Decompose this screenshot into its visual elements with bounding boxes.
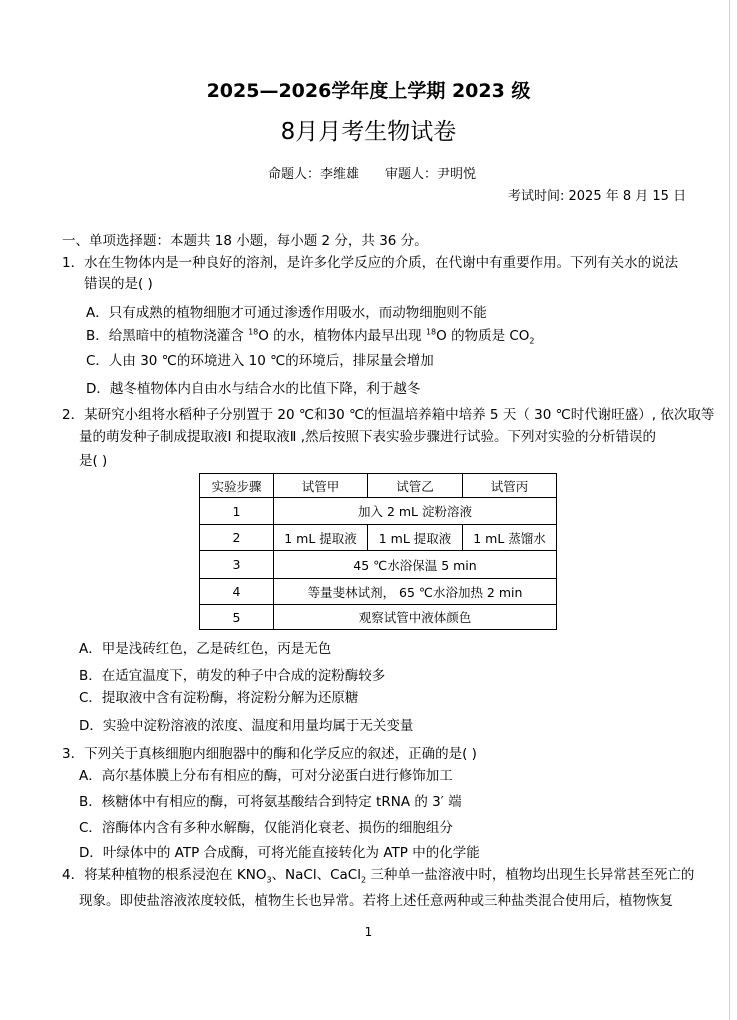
question-2-stem-cont: 量的萌发种子制成提取液Ⅰ 和提取液Ⅱ ,然后按照下表实验步骤进行试验。下列对实验的分析错误的 xyxy=(79,429,656,445)
question-number: 2． xyxy=(62,407,85,423)
table-cell: 1 mL 蒸馏水 xyxy=(463,525,557,551)
question-3-stem: 3．下列关于真核细胞内细胞器中的酶和化学反应的叙述，正确的是( ) xyxy=(62,746,477,762)
table-row xyxy=(200,498,557,525)
table-row xyxy=(200,579,557,605)
question-2-option-d: D．实验中淀粉溶液的浓度、温度和用量均属于无关变量 xyxy=(79,718,414,734)
table-row xyxy=(200,525,557,551)
table-header-row xyxy=(200,474,557,498)
table-cell: 1 mL 提取液 xyxy=(368,525,463,551)
question-4-stem: 4．将某种植物的根系浸泡在 $KNO_3$、NaCl、CaCl$_2$ 三种单一盐溶液中时，植物均出现生长异常甚至死亡的 xyxy=(62,867,695,885)
table-row xyxy=(200,551,557,579)
question-2-stem-end: 是( ) xyxy=(79,453,108,469)
question-3-option-a: A．高尔基体膜上分布有相应的酶，可对分泌蛋白进行修饰加工 xyxy=(79,768,453,784)
table-cell: 2 xyxy=(200,525,274,551)
table-header: 试管乙 xyxy=(368,474,463,498)
table-row xyxy=(200,605,557,630)
table-header: 试管丙 xyxy=(463,474,557,498)
page-number: 1 xyxy=(364,925,373,939)
question-3-option-c: C．溶酶体内含有多种水解酶，仅能消化衰老、损伤的细胞组分 xyxy=(79,820,453,836)
exam-title-line1: 2025—2026学年度上学期 2023 级 xyxy=(206,80,531,102)
question-number: 4． xyxy=(62,867,85,883)
question-1-option-b: B．给黑暗中的植物浇灌含 $^{18}$O 的水，植物体内最早出现 $^{18}$O 的物质是 $CO_2$ xyxy=(86,327,535,346)
page-edge-divider xyxy=(729,0,730,1020)
question-3-option-d: D．叶绿体中的 ATP 合成酶，可将光能直接转化为 ATP 中的化学能 xyxy=(79,845,480,861)
question-1-option-c: C．人由 30 ℃的环境进入 10 ℃的环境后，排尿量会增加 xyxy=(86,353,434,369)
question-4-stem-cont: 现象。即使盐溶液浓度较低，植物生长也异常。若将上述任意两种或三种盐类混合使用后，植物恢复 xyxy=(79,893,673,909)
table-cell: 等量斐林试剂， 65 ℃水浴加热 2 min xyxy=(274,579,557,605)
question-1-stem: 1．水在生物体内是一种良好的溶剂，是许多化学反应的介质，在代谢中有重要作用。下列有关水的说法 xyxy=(62,255,679,271)
exam-time: 考试时间: 2025 年 8 月 15 日 xyxy=(508,189,687,204)
exam-authors xyxy=(268,163,476,182)
exam-title-line2: 8月月考生物试卷 xyxy=(280,119,457,145)
table-cell: 3 xyxy=(200,551,274,579)
question-1-stem-cont: 错误的是( ) xyxy=(84,276,153,292)
table-cell: 加入 2 mL 淀粉溶液 xyxy=(274,498,557,525)
question-2-option-c: C．提取液中含有淀粉酶，将淀粉分解为还原糖 xyxy=(79,690,359,706)
question-1-option-a: A．只有成熟的植物细胞才可通过渗透作用吸水，而动物细胞则不能 xyxy=(86,305,487,321)
table-cell: 5 xyxy=(200,605,274,630)
table-cell: 45 ℃水浴保温 5 min xyxy=(274,551,557,579)
table-header: 实验步骤 xyxy=(200,474,274,498)
question-number: 1． xyxy=(62,255,85,271)
section-heading: 一、单项选择题：本题共 18 小题，每小题 2 分，共 36 分。 xyxy=(62,233,428,249)
question-number: 3． xyxy=(62,746,85,762)
proposer: 命题人：李维雄 xyxy=(268,167,360,182)
question-2-stem: 2．某研究小组将水稻种子分别置于 20 ℃和30 ℃的恒温培养箱中培养 5 天（ 30 ℃时代谢旺盛）, 依次取等 xyxy=(62,407,715,423)
question-2-option-b: B．在适宜温度下，萌发的种子中合成的淀粉酶较多 xyxy=(79,668,386,684)
table-cell: 1 mL 提取液 xyxy=(274,525,368,551)
question-1-option-d: D．越冬植物体内自由水与结合水的比值下降，利于越冬 xyxy=(86,381,421,397)
table-header: 试管甲 xyxy=(274,474,368,498)
table-cell: 1 xyxy=(200,498,274,525)
experiment-table xyxy=(199,473,557,630)
reviewer: 审题人：尹明悦 xyxy=(385,167,477,182)
table-cell: 4 xyxy=(200,579,274,605)
table-cell: 观察试管中液体颜色 xyxy=(274,605,557,630)
question-2-option-a: A．甲是浅砖红色，乙是砖红色，丙是无色 xyxy=(79,641,332,657)
question-3-option-b: B．核糖体中有相应的酶，可将氨基酸结合到特定 tRNA 的 3′ 端 xyxy=(79,794,462,810)
